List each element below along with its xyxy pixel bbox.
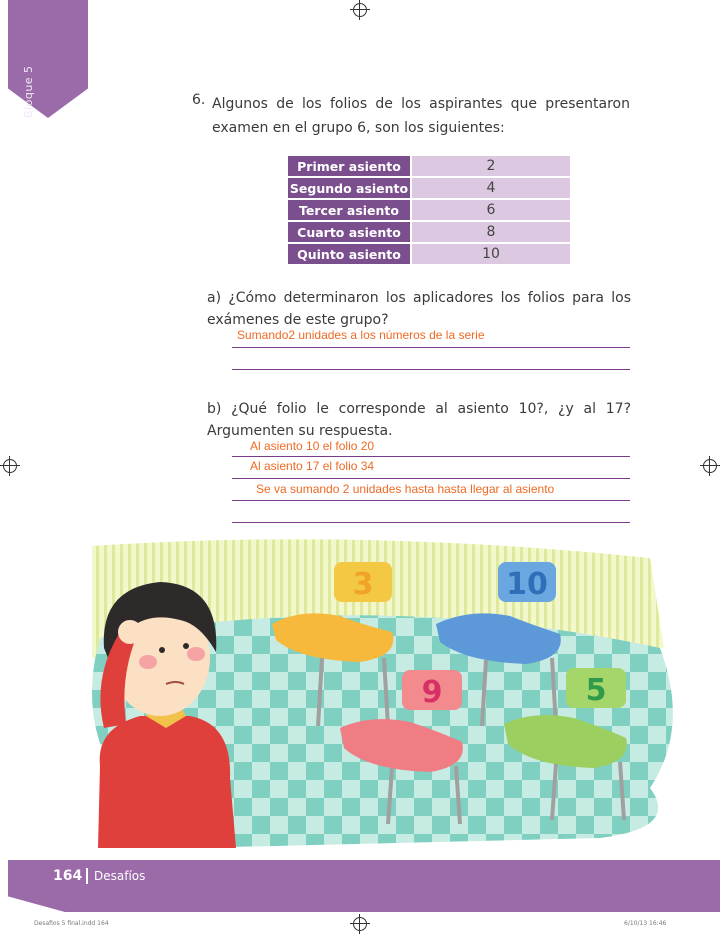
row-label: Cuarto asiento <box>288 222 410 242</box>
answer-line <box>232 347 630 348</box>
registration-mark-right <box>703 459 717 473</box>
folios-table <box>288 154 570 266</box>
part-a-question: a) ¿Cómo determinaron los aplicadores los folios para los exámenes de este grupo? <box>207 290 631 328</box>
page-number: 164 <box>53 868 83 884</box>
answer-line <box>232 522 630 523</box>
block-label: Bloque 5 <box>22 65 35 118</box>
registration-mark-left <box>3 459 17 473</box>
answer-line <box>232 500 630 501</box>
print-slug-right: 6/10/13 16:46 <box>624 920 667 927</box>
chair-number: 3 <box>352 567 374 602</box>
row-value: 6 <box>410 200 570 220</box>
table-row <box>288 200 570 220</box>
part-b-answer-3[interactable]: Se va sumando 2 unidades hasta hasta llegar al asiento <box>256 482 555 496</box>
row-value: 8 <box>410 222 570 242</box>
row-label: Quinto asiento <box>288 244 410 264</box>
classroom-illustration <box>0 528 720 858</box>
table-row <box>288 178 570 198</box>
registration-mark-top <box>353 3 367 17</box>
answer-line <box>232 478 630 479</box>
registration-mark-bottom <box>353 917 367 931</box>
answer-line <box>232 369 630 370</box>
part-a-answer[interactable]: Sumando2 unidades a los números de la serie <box>237 328 485 342</box>
part-b-answer-1[interactable]: Al asiento 10 el folio 20 <box>250 439 375 453</box>
question-text: Algunos de los folios de los aspirantes que presentaron examen en el grupo 6, son los siguientes: <box>212 96 630 136</box>
table-row <box>288 244 570 264</box>
chair-number: 9 <box>421 675 443 710</box>
question-number: 6. <box>192 92 206 108</box>
footer-separator <box>86 868 88 884</box>
chair-number: 5 <box>585 673 607 708</box>
part-b-question: b) ¿Qué folio le corresponde al asiento 10?, ¿y al 17? Argumenten su respuesta. <box>207 401 631 439</box>
footer-band <box>8 860 720 912</box>
table-row <box>288 222 570 242</box>
row-value: 10 <box>410 244 570 264</box>
answer-line <box>232 456 630 457</box>
row-value: 4 <box>410 178 570 198</box>
row-label: Primer asiento <box>288 156 410 176</box>
table-row <box>288 156 570 176</box>
row-label: Segundo asiento <box>288 178 410 198</box>
print-slug-left: Desafios 5 final.indd 164 <box>34 920 109 927</box>
chair-number: 10 <box>506 567 548 602</box>
part-b-answer-2[interactable]: Al asiento 17 el folio 34 <box>250 459 375 473</box>
row-value: 2 <box>410 156 570 176</box>
row-label: Tercer asiento <box>288 200 410 220</box>
section-title: Desafíos <box>94 869 146 883</box>
side-tab <box>8 0 88 118</box>
